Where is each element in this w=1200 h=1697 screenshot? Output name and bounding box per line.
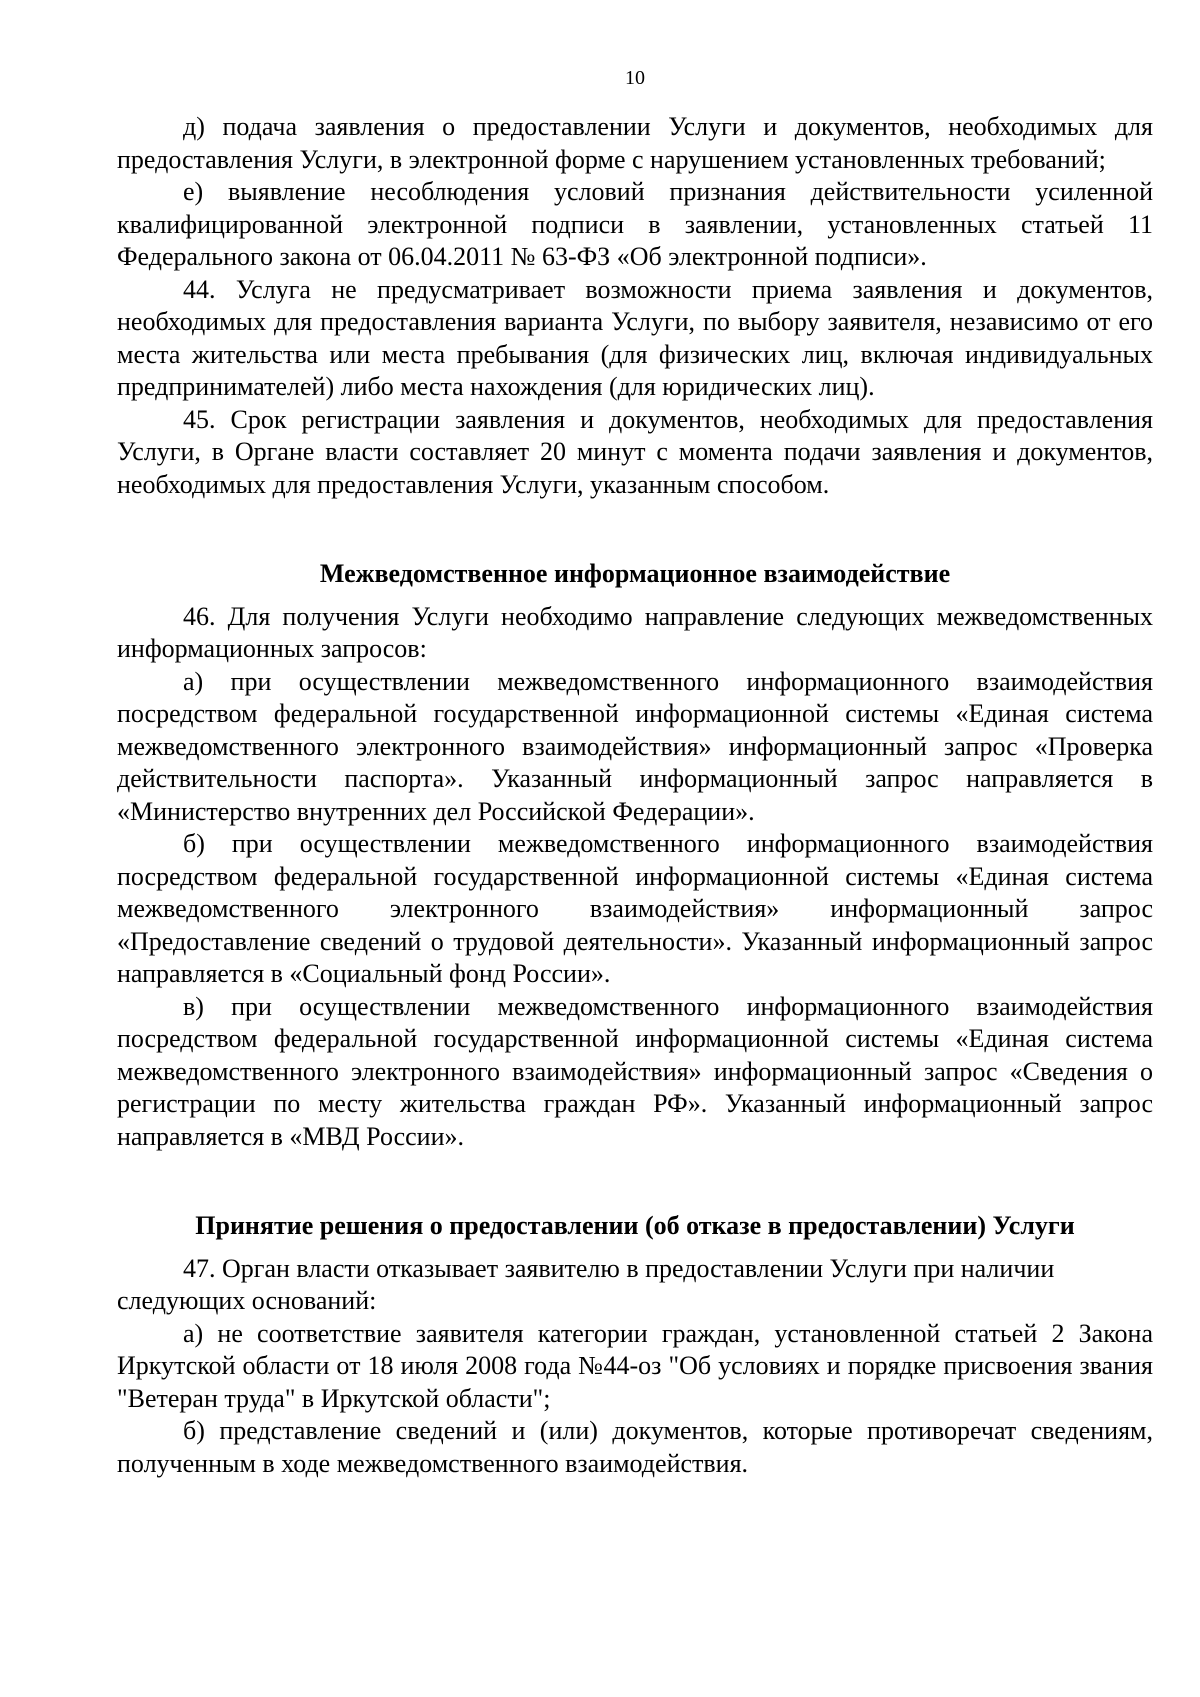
paragraph-d-electronic-form-violation: д) подача заявления о предоставлении Услуги и документов, необходимых для предоставления Услуги, в электронной форме с нарушением установленных требований; <box>117 112 1153 174</box>
paragraph-46c-residence-registration: в) при осуществлении межведомственного информационного взаимодействия посредством федеральной государственной информационной системы «Единая система межведомственного электронного взаимодействия» информационный запрос «Сведения о регистрации по месту жительства граждан РФ». Указанный информационный запрос направляется в «МВД России». <box>117 991 1153 1151</box>
page-number: 10 <box>625 67 645 89</box>
paragraph-46a-passport-check: а) при осуществлении межведомственного информационного взаимодействия посредством федеральной государственной информационной системы «Единая система межведомственного электронного взаимодействия» информационный запрос «Проверка действительности паспорта». Указанный информационный запрос направляется в «Министерство внутренних дел Российской Федерации». <box>117 666 1153 826</box>
paragraph-44-extraterritorial: 44. Услуга не предусматривает возможности приема заявления и документов, необходимых для предоставления варианта Услуги, по выбору заявителя, независимо от его места жительства или места пребывания (для физических лиц, включая индивидуальных предпринимателей) либо места нахождения (для юридических лиц). <box>117 274 1153 401</box>
paragraph-46-requests: 46. Для получения Услуги необходимо направление следующих межведомственных информационных запросов: <box>117 601 1153 663</box>
paragraph-e-signature-validity: е) выявление несоблюдения условий признания действительности усиленной квалифицированной электронной подписи в заявлении, установленных статьей 11 Федерального закона от 06.04.2011 № 63-ФЗ «Об электронной подписи». <box>117 177 1153 271</box>
document-page <box>117 66 1153 1480</box>
section-heading-decision: Принятие решения о предоставлении (об отказе в предоставлении) Услуги <box>195 1211 1075 1240</box>
paragraph-47a-category-mismatch: а) не соответствие заявителя категории граждан, установленной статьей 2 Закона Иркутской области от 18 июля 2008 года №44-оз "Об условиях и порядке присвоения звания "Ветеран труда" в Иркутской области"; <box>117 1318 1153 1413</box>
section-heading-interagency: Межведомственное информационное взаимодействие <box>319 559 951 588</box>
paragraph-45-registration-term: 45. Срок регистрации заявления и документов, необходимых для предоставления Услуги, в Органе власти составляет 20 минут с момента подачи заявления и документов, необходимых для предоставления Услуги, указанным способом. <box>117 404 1153 499</box>
paragraph-47b-contradicting-info: б) представление сведений и (или) документов, которые противоречат сведениям, полученным в ходе межведомственного взаимодействия. <box>117 1416 1153 1478</box>
paragraph-47-refusal-grounds: 47. Орган власти отказывает заявителю в предоставлении Услуги при наличии следующих оснований: <box>117 1253 1055 1315</box>
paragraph-46b-labor-activity: б) при осуществлении межведомственного информационного взаимодействия посредством федеральной государственной информационной системы «Единая система межведомственного электронного взаимодействия» информационный запрос «Предоставление сведений о трудовой деятельности». Указанный информационный запрос направляется в «Социальный фонд России». <box>117 829 1153 988</box>
